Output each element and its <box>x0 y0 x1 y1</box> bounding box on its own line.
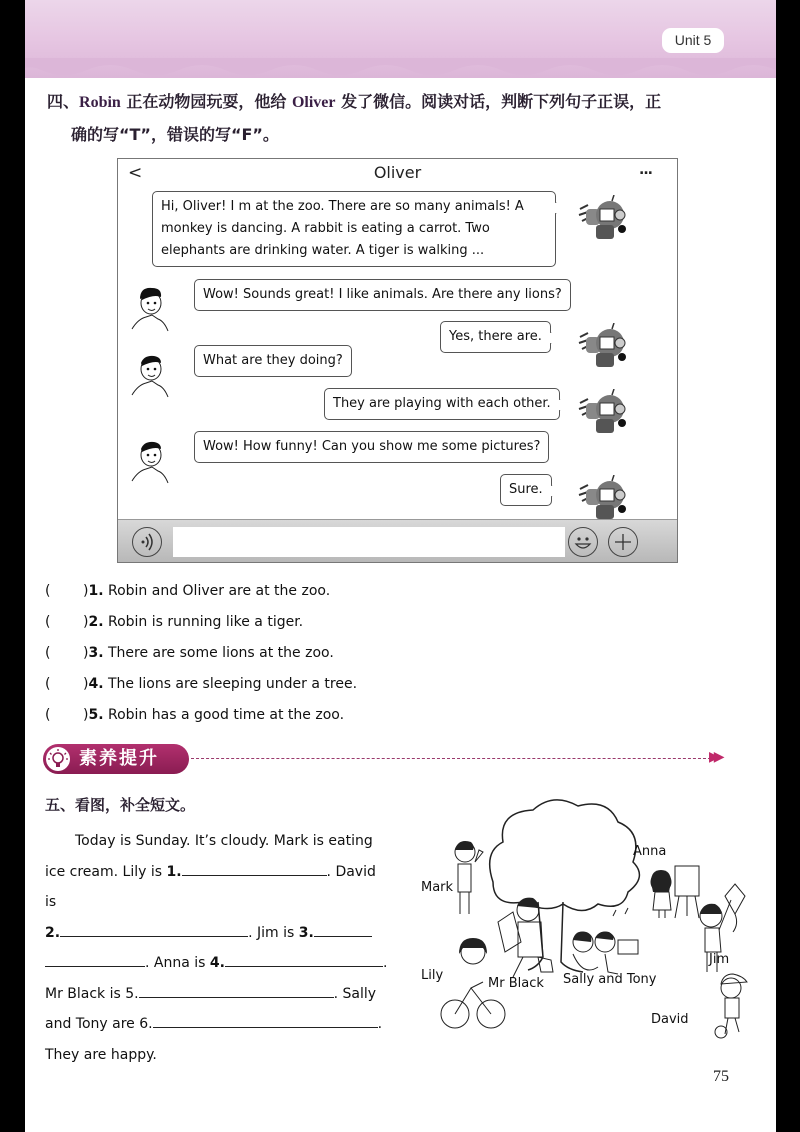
passage-line: They are happy. <box>45 1046 157 1063</box>
passage-line: Mr Black is 5. . Sally <box>45 979 390 1010</box>
instruction-line2: 确的写“T”，错误的写“F”。 <box>71 125 279 144</box>
question-item: ( )5. Robin has a good time at the zoo. <box>45 702 357 733</box>
label-sally-and-tony: Sally and Tony <box>563 972 657 987</box>
robot-avatar-icon <box>576 389 628 435</box>
robot-avatar-icon <box>576 195 628 241</box>
page-number: 75 <box>713 1068 729 1085</box>
contact-name: Oliver <box>373 163 422 182</box>
label-david: David <box>651 1012 689 1027</box>
question-item: ( )3. There are some lions at the zoo. <box>45 640 357 671</box>
blank-3[interactable] <box>314 920 372 937</box>
answer-blank[interactable]: ( <box>45 583 51 599</box>
back-button[interactable]: < <box>128 163 143 183</box>
blank-5[interactable] <box>139 981 334 998</box>
header-band <box>25 0 776 78</box>
passage-line: 2. . Jim is 3. <box>45 918 390 949</box>
robot-avatar-icon <box>576 323 628 369</box>
section4-instructions <box>47 86 747 151</box>
blank-2[interactable] <box>60 920 248 937</box>
name-robin: Robin <box>79 94 121 111</box>
chat-header <box>118 159 677 189</box>
add-button[interactable] <box>608 527 638 557</box>
section5-instructions: 五、看图，补全短文。 <box>45 796 196 814</box>
true-false-questions <box>45 578 357 733</box>
label-anna: Anna <box>633 844 667 859</box>
section-number: 四、 <box>47 92 80 111</box>
name-oliver: Oliver <box>291 94 336 111</box>
message-bubble: What are they doing? <box>194 345 352 377</box>
plus-icon <box>609 528 637 556</box>
boy-avatar-icon <box>130 437 174 485</box>
double-arrow-icon: ▶▶ <box>709 749 719 765</box>
instruction-text: 正在动物园玩耍，他给 <box>120 92 292 111</box>
voice-button[interactable] <box>132 527 162 557</box>
dashed-divider <box>191 758 711 759</box>
passage-line: . Anna is 4. . <box>45 948 390 979</box>
passage-line: ice cream. Lily is 1. . David is <box>45 857 390 918</box>
answer-blank[interactable]: ( <box>45 645 51 661</box>
robot-avatar-icon <box>576 475 628 521</box>
emoji-button[interactable] <box>568 527 598 557</box>
lightbulb-icon <box>46 747 70 771</box>
question-item: ( )1. Robin and Oliver are at the zoo. <box>45 578 357 609</box>
label-jim: Jim <box>709 952 730 967</box>
blank-4[interactable] <box>225 950 383 967</box>
message-bubble: Wow! How funny! Can you show me some pictures? <box>194 431 549 463</box>
blank-1[interactable] <box>182 859 327 876</box>
unit-badge: Unit 5 <box>662 28 724 53</box>
boy-avatar-icon <box>130 351 174 399</box>
question-item: ( )2. Robin is running like a tiger. <box>45 609 357 640</box>
section-banner <box>43 744 189 774</box>
label-mr-black: Mr Black <box>488 976 544 991</box>
more-menu-button[interactable]: ... <box>639 162 652 178</box>
park-illustration <box>413 792 755 1042</box>
passage-line: Today is Sunday. It’s cloudy. Mark is eating <box>75 833 373 849</box>
label-lily: Lily <box>421 968 444 983</box>
instruction-text: 发了微信。阅读对话，判断下列句子正误，正 <box>335 92 662 111</box>
chat-input-bar <box>118 519 677 562</box>
wechat-conversation <box>117 158 678 563</box>
blank-6[interactable] <box>153 1011 378 1028</box>
park-scene-icon <box>413 792 755 1042</box>
emoji-icon <box>569 528 597 556</box>
message-bubble: Hi, Oliver! I m at the zoo. There are so many animals! A monkey is dancing. A rabbit is eating a carrot. Two elephants are drinking water. A tiger is walking ... <box>152 191 556 267</box>
voice-icon <box>133 528 161 556</box>
passage-line: and Tony are 6. . <box>45 1009 390 1040</box>
question-item: ( )4. The lions are sleeping under a tree. <box>45 671 357 702</box>
message-bubble: Yes, there are. <box>440 321 551 353</box>
label-mark: Mark <box>421 880 454 895</box>
message-input[interactable] <box>173 527 565 557</box>
answer-blank[interactable]: ( <box>45 614 51 630</box>
boy-avatar-icon <box>130 285 174 333</box>
message-bubble: They are playing with each other. <box>324 388 560 420</box>
message-bubble: Sure. <box>500 474 552 506</box>
message-bubble: Wow! Sounds great! I like animals. Are there any lions? <box>194 279 571 311</box>
cloze-passage <box>45 826 390 1070</box>
answer-blank[interactable]: ( <box>45 707 51 723</box>
workbook-page <box>25 0 776 1132</box>
blank-3-cont[interactable] <box>45 950 145 967</box>
answer-blank[interactable]: ( <box>45 676 51 692</box>
wave-edge <box>25 58 776 80</box>
banner-label: 素养提升 <box>79 748 159 769</box>
